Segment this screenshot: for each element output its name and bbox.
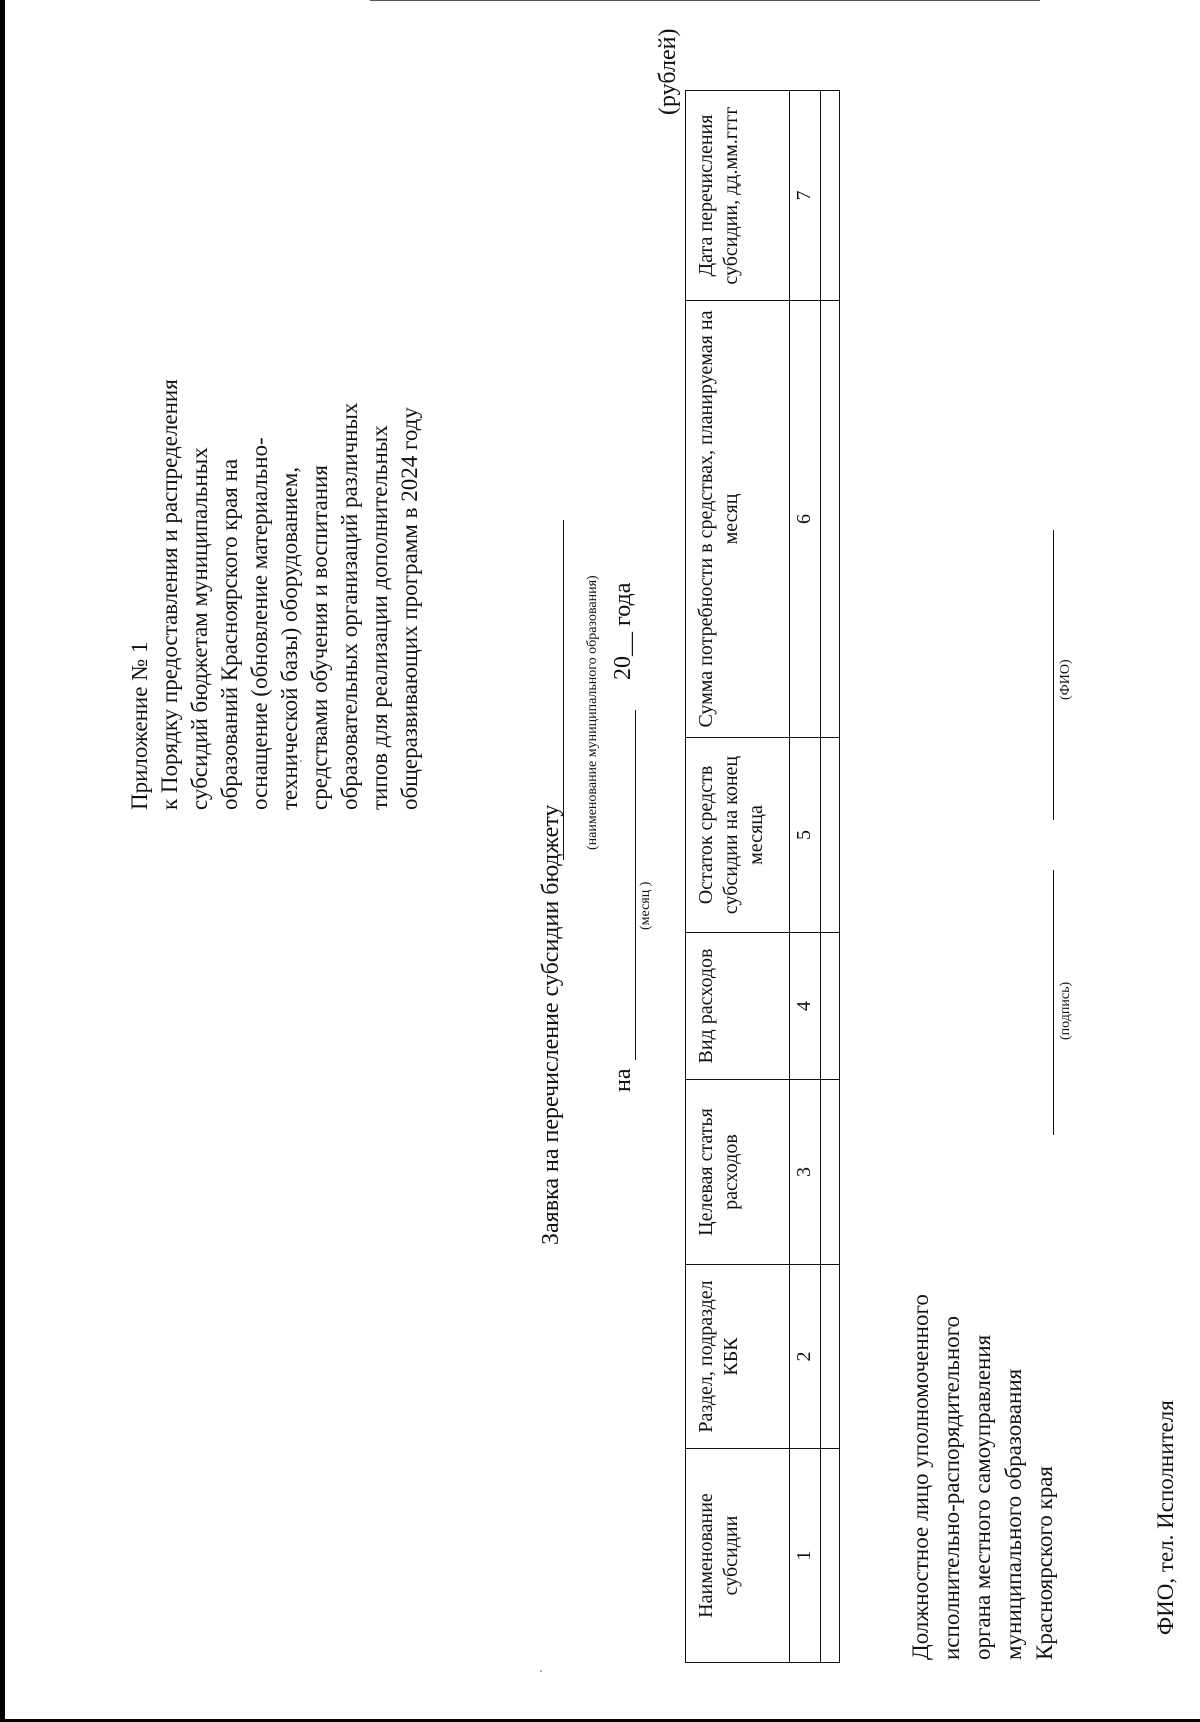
month-field (635, 710, 636, 1060)
appendix-line: Приложение № 1 (127, 641, 152, 810)
period-prefix: на (610, 1068, 636, 1092)
appendix-line: субсидий бюджетам муниципальных (187, 447, 212, 810)
col-header-kbk-section: Раздел, подраздел КБК (686, 1265, 790, 1449)
official-line: органа местного самоуправления (970, 1334, 995, 1660)
column-number: 3 (790, 1080, 821, 1265)
fio-caption: (ФИО) (1058, 659, 1073, 700)
year-label: 20__ года (610, 582, 636, 680)
appendix-line: общеразвивающих программ в 2024 году (397, 407, 422, 810)
municipality-caption: (наименование муниципального образования) (585, 575, 600, 850)
col-header-expense-type: Вид расходов (686, 933, 790, 1080)
appendix-line: к Порядку предоставления и распределения (157, 379, 182, 810)
scan-border-top (370, 0, 1040, 1)
table-cell (821, 1449, 840, 1663)
table-row (821, 91, 840, 1663)
subsidy-request-table (685, 90, 840, 1663)
column-number: 6 (790, 301, 821, 738)
appendix-heading (125, 90, 425, 810)
request-title: Заявка на перечисление субсидии бюджету (538, 804, 564, 1245)
table-header-row (686, 91, 790, 1663)
col-header-planned-amount: Сумма потребности в средствах, планируемая на месяц (686, 301, 790, 738)
official-title (905, 1294, 1060, 1660)
signature-caption: (подпись) (1058, 981, 1073, 1040)
executor-label: ФИО, тел. Исполнителя (1153, 1400, 1178, 1635)
fio-field (1053, 530, 1054, 820)
table-cell (821, 1265, 840, 1449)
table-cell (821, 1080, 840, 1265)
table-cell (821, 91, 840, 301)
official-line: Должностное лицо уполномоченного (908, 1294, 933, 1660)
column-number: 7 (790, 91, 821, 301)
appendix-line: типов для реализации дополнительных (367, 425, 392, 810)
appendix-line: образовательных организаций различных (337, 402, 362, 810)
col-header-subsidy-name: Наименование субсидии (686, 1449, 790, 1663)
column-number: 4 (790, 933, 821, 1080)
appendix-line: технической базы) оборудованием, (277, 466, 302, 810)
municipality-name-field (563, 520, 564, 860)
table-cell (821, 933, 840, 1080)
col-header-target-item: Целевая статья расходов (686, 1080, 790, 1265)
signature-field (1053, 870, 1054, 1135)
document-page (30, 28, 1200, 1690)
month-caption: (месяц ) (638, 881, 653, 930)
column-number: 1 (790, 1449, 821, 1663)
table-cell (821, 301, 840, 738)
official-line: муниципального образования (1001, 1368, 1026, 1660)
scan-border-left (0, 0, 5, 1722)
currency-note: (рублей) (655, 28, 681, 115)
official-line: исполнительно-распорядительного (939, 1315, 964, 1660)
column-number: 5 (790, 738, 821, 933)
col-header-balance: Остаток средств субсидии на конец месяца (686, 738, 790, 933)
appendix-line: средствами обучения и воспитания (307, 465, 332, 810)
column-number: 2 (790, 1265, 821, 1449)
appendix-line: образований Красноярского края на (217, 458, 242, 810)
col-header-transfer-date: Дата перечисления субсидии, дд.мм.гггг (686, 91, 790, 301)
table-cell (821, 738, 840, 933)
appendix-line: оснащение (обновление материально- (247, 437, 272, 810)
column-number-row (790, 91, 821, 1663)
official-line: Красноярского края (1032, 1466, 1057, 1660)
